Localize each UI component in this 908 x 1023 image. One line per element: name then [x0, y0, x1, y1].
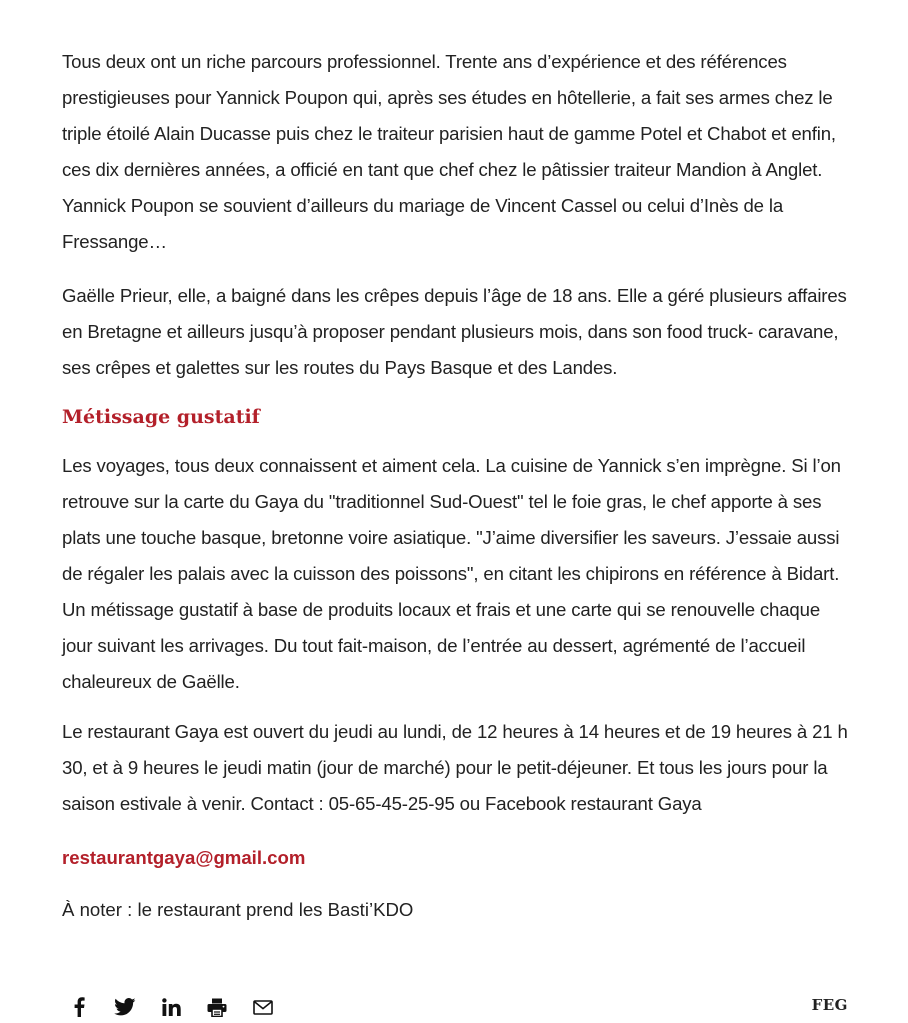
facebook-icon[interactable]	[64, 992, 94, 1022]
paragraph-gaelle: Gaëlle Prieur, elle, a baigné dans les crêpes depuis l’âge de 18 ans. Elle a géré plusieurs affaires en Bretagne et ailleurs jusqu’à proposer pendant plusieurs mois, dans son food truck- caravane, ses crêpes et galettes sur les routes du Pays Basque et des Landes.	[62, 285, 847, 378]
author-signature: FEG	[811, 996, 848, 1014]
print-icon[interactable]	[202, 992, 232, 1022]
share-bar	[64, 992, 294, 1022]
twitter-icon[interactable]	[110, 992, 140, 1022]
paragraph-cuisine: Les voyages, tous deux connaissent et aiment cela. La cuisine de Yannick s’en imprègne. Si l’on retrouve sur la carte du Gaya du "traditionnel Sud-Ouest" tel le foie gras, le chef apporte à ses plats une touche basque, bretonne voire asiatique. "J’aime diversifier les saveurs. J’essaie aussi de régaler les palais avec la cuisson des poissons", en citant les chipirons en référence à Bidart. Un métissage gustatif à base de produits locaux et frais et une carte qui se renouvelle chaque jour suivant les arrivages. Du tout fait-maison, de l’entrée au dessert, agrémenté de l’accueil chaleureux de Gaëlle.	[62, 455, 841, 692]
email-link[interactable]: restaurantgaya@gmail.com	[62, 847, 306, 868]
email-icon[interactable]	[248, 992, 278, 1022]
linkedin-icon[interactable]	[156, 992, 186, 1022]
section-heading: Métissage gustatif	[62, 406, 260, 428]
paragraph-hours: Le restaurant Gaya est ouvert du jeudi au lundi, de 12 heures à 14 heures et de 19 heures à 21 h 30, et à 9 heures le jeudi matin (jour de marché) pour le petit-déjeuner. Et tous les jours pour la saison estivale à venir. Contact : 05-65-45-25-95 ou Facebook restaurant Gaya	[62, 721, 848, 814]
note-text: À noter : le restaurant prend les Basti’KDO	[62, 899, 414, 920]
article-body	[62, 44, 852, 928]
paragraph-career: Tous deux ont un riche parcours professionnel. Trente ans d’expérience et des références prestigieuses pour Yannick Poupon qui, après ses études en hôtellerie, a fait ses armes chez le triple étoilé Alain Ducasse puis chez le traiteur parisien haut de gamme Potel et Chabot et enfin, ces dix dernières années, a officié en tant que chef chez le pâtissier traiteur Mandion à Anglet. Yannick Poupon se souvient d’ailleurs du mariage de Vincent Cassel ou celui d’Inès de la Fressange…	[62, 51, 836, 252]
